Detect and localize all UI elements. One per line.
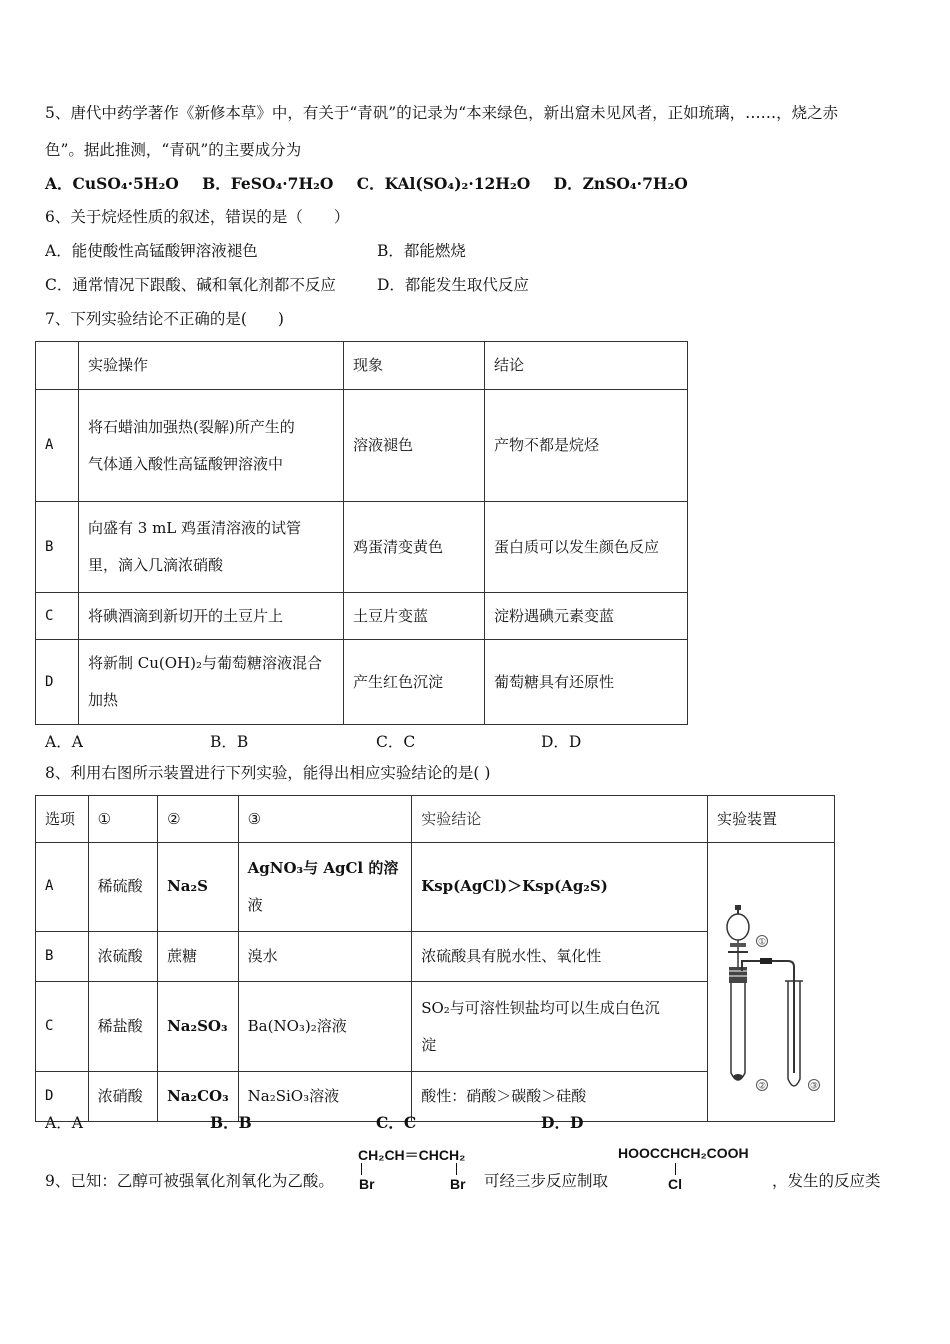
q8-header-row [36, 796, 835, 843]
q8-row-reagent-3: AgNO₃与 AgCl 的溶 液 [238, 843, 412, 932]
q9-stem-prefix: 9、已知：乙醇可被强氧化剂氧化为乙酸。 [45, 1172, 334, 1190]
q7-row-operation: 将石蜡油加强热(裂解)所产生的 气体通入酸性高锰酸钾溶液中 [79, 390, 344, 502]
q6-option-b[interactable]: B．都能燃烧 [377, 242, 466, 260]
table-row [36, 640, 688, 725]
q8-option-a[interactable]: A．A [45, 1114, 83, 1132]
q7-row-phenomenon: 产生红色沉淀 [344, 640, 485, 725]
q7-row-phenomenon: 溶液褪色 [344, 390, 485, 502]
q7-row-operation: 将新制 Cu(OH)₂与葡萄糖溶液混合 加热 [79, 640, 344, 725]
q6-option-a[interactable]: A．能使酸性高锰酸钾溶液褪色 [45, 242, 258, 260]
q7-option-a[interactable]: A．A [45, 733, 83, 751]
q9-reactant-br-1: Br [359, 1176, 375, 1192]
q8-row-reagent-2: Na₂CO₃ [158, 1072, 239, 1122]
q8-row-reagent-1: 稀盐酸 [88, 982, 157, 1072]
q8-row-conclusion: Ksp(AgCl)＞Ksp(Ag₂S) [412, 843, 708, 932]
q7-option-d[interactable]: D．D [541, 733, 582, 751]
q8-row-reagent-3: Ba(NO₃)₂溶液 [238, 982, 412, 1072]
table-row [36, 593, 688, 640]
q7-row-key: C [36, 593, 79, 640]
q9-stem-middle: 可经三步反应制取 [484, 1172, 609, 1190]
q8-row-reagent-1: 稀硫酸 [88, 843, 157, 932]
q5-options [45, 174, 688, 194]
q5-option-a[interactable]: A．CuSO₄·5H₂O [45, 174, 179, 193]
q7-row-conclusion: 葡萄糖具有还原性 [485, 640, 688, 725]
q5-option-d[interactable]: D．ZnSO₄·7H₂O [553, 174, 688, 193]
apparatus-label-2: ② [757, 1081, 767, 1092]
q8-row-conclusion: 浓硫酸具有脱水性、氧化性 [412, 931, 708, 982]
apparatus-label-1: ① [757, 937, 767, 948]
q7-row-conclusion: 淀粉遇碘元素变蓝 [485, 593, 688, 640]
q7-header-row [36, 342, 688, 390]
table-row [36, 843, 835, 932]
q8-option-b[interactable]: B．B [210, 1113, 252, 1132]
q7-row-key: A [36, 390, 79, 502]
q6-option-d[interactable]: D．都能发生取代反应 [377, 276, 529, 294]
q7-option-b[interactable]: B．B [210, 733, 249, 751]
q7-header-operation: 实验操作 [79, 342, 344, 390]
q8-header-apparatus: 实验装置 [708, 796, 835, 843]
q9-reactant-bond-2 [456, 1163, 457, 1175]
q8-header-conclusion: 实验结论 [412, 796, 708, 843]
q6-stem: 6、关于烷烃性质的叙述，错误的是（ ） [45, 208, 350, 226]
q9-reactant-bond-1 [361, 1163, 362, 1175]
q8-header-3: ③ [238, 796, 412, 843]
q8-row-key: C [36, 982, 89, 1072]
q8-header-1: ① [88, 796, 157, 843]
q8-row-reagent-2: Na₂SO₃ [158, 982, 239, 1072]
q7-row-operation: 向盛有 3 mL 鸡蛋清溶液的试管 里，滴入几滴浓硝酸 [79, 502, 344, 593]
q7-option-c[interactable]: C．C [376, 733, 416, 751]
q7-row-conclusion: 蛋白质可以发生颜色反应 [485, 502, 688, 593]
q8-row-reagent-1: 浓硫酸 [88, 931, 157, 982]
q7-table [35, 341, 688, 725]
q8-table [35, 795, 835, 1122]
q9-reactant-formula: CH₂CH＝CHCH₂ [358, 1147, 466, 1163]
q8-option-c[interactable]: C．C [376, 1113, 417, 1132]
q7-row-phenomenon: 土豆片变蓝 [344, 593, 485, 640]
q8-row-reagent-1: 浓硝酸 [88, 1072, 157, 1122]
q8-row-key: B [36, 931, 89, 982]
q8-header-2: ② [158, 796, 239, 843]
q8-row-reagent-2: 蔗糖 [158, 931, 239, 982]
q7-row-phenomenon: 鸡蛋清变黄色 [344, 502, 485, 593]
q6-option-c[interactable]: C．通常情况下跟酸、碱和氧化剂都不反应 [45, 276, 336, 294]
q5-option-c[interactable]: C．KAl(SO₄)₂·12H₂O [356, 174, 531, 193]
apparatus-label-3: ③ [809, 1081, 819, 1092]
q7-header-key [36, 342, 79, 390]
q9-product-bond [675, 1163, 676, 1175]
q9-product-formula: HOOCCHCH₂COOH [618, 1145, 749, 1161]
q5-stem-line2: 色”。据此推测，“青矾”的主要成分为 [45, 141, 302, 159]
q9-product-cl: Cl [668, 1176, 682, 1192]
q7-row-key: B [36, 502, 79, 593]
q8-row-conclusion: 酸性：硝酸＞碳酸＞硅酸 [412, 1072, 708, 1122]
table-row [36, 502, 688, 593]
q5-option-b[interactable]: B．FeSO₄·7H₂O [202, 174, 334, 193]
q7-stem: 7、下列实验结论不正确的是( ) [45, 310, 284, 328]
q8-row-reagent-3: 溴水 [238, 931, 412, 982]
q9-stem-suffix: ，发生的反应类 [772, 1172, 881, 1190]
q7-row-operation: 将碘酒滴到新切开的土豆片上 [79, 593, 344, 640]
q7-header-phenomenon: 现象 [344, 342, 485, 390]
q8-row-key: D [36, 1072, 89, 1122]
q8-row-key: A [36, 843, 89, 932]
q7-row-key: D [36, 640, 79, 725]
q8-header-option: 选项 [36, 796, 89, 843]
q5-stem-line1: 5、唐代中药学著作《新修本草》中，有关于“青矾”的记录为“本来绿色，新出窟未见风者，正如琉璃，……，烧之赤 [45, 104, 839, 122]
table-row [36, 390, 688, 502]
q8-row-reagent-3: Na₂SiO₃溶液 [238, 1072, 412, 1122]
q8-apparatus-cell [708, 843, 835, 1122]
q7-row-conclusion: 产物不都是烷烃 [485, 390, 688, 502]
q7-header-conclusion: 结论 [485, 342, 688, 390]
q8-option-d[interactable]: D．D [541, 1113, 584, 1132]
q8-stem: 8、利用右图所示装置进行下列实验，能得出相应实验结论的是( ) [45, 764, 491, 782]
q8-row-conclusion: SO₂与可溶性钡盐均可以生成白色沉 淀 [412, 982, 708, 1072]
q9-reactant-br-2: Br [450, 1176, 466, 1192]
q8-row-reagent-2: Na₂S [158, 843, 239, 932]
apparatus-diagram-icon [708, 843, 834, 1107]
